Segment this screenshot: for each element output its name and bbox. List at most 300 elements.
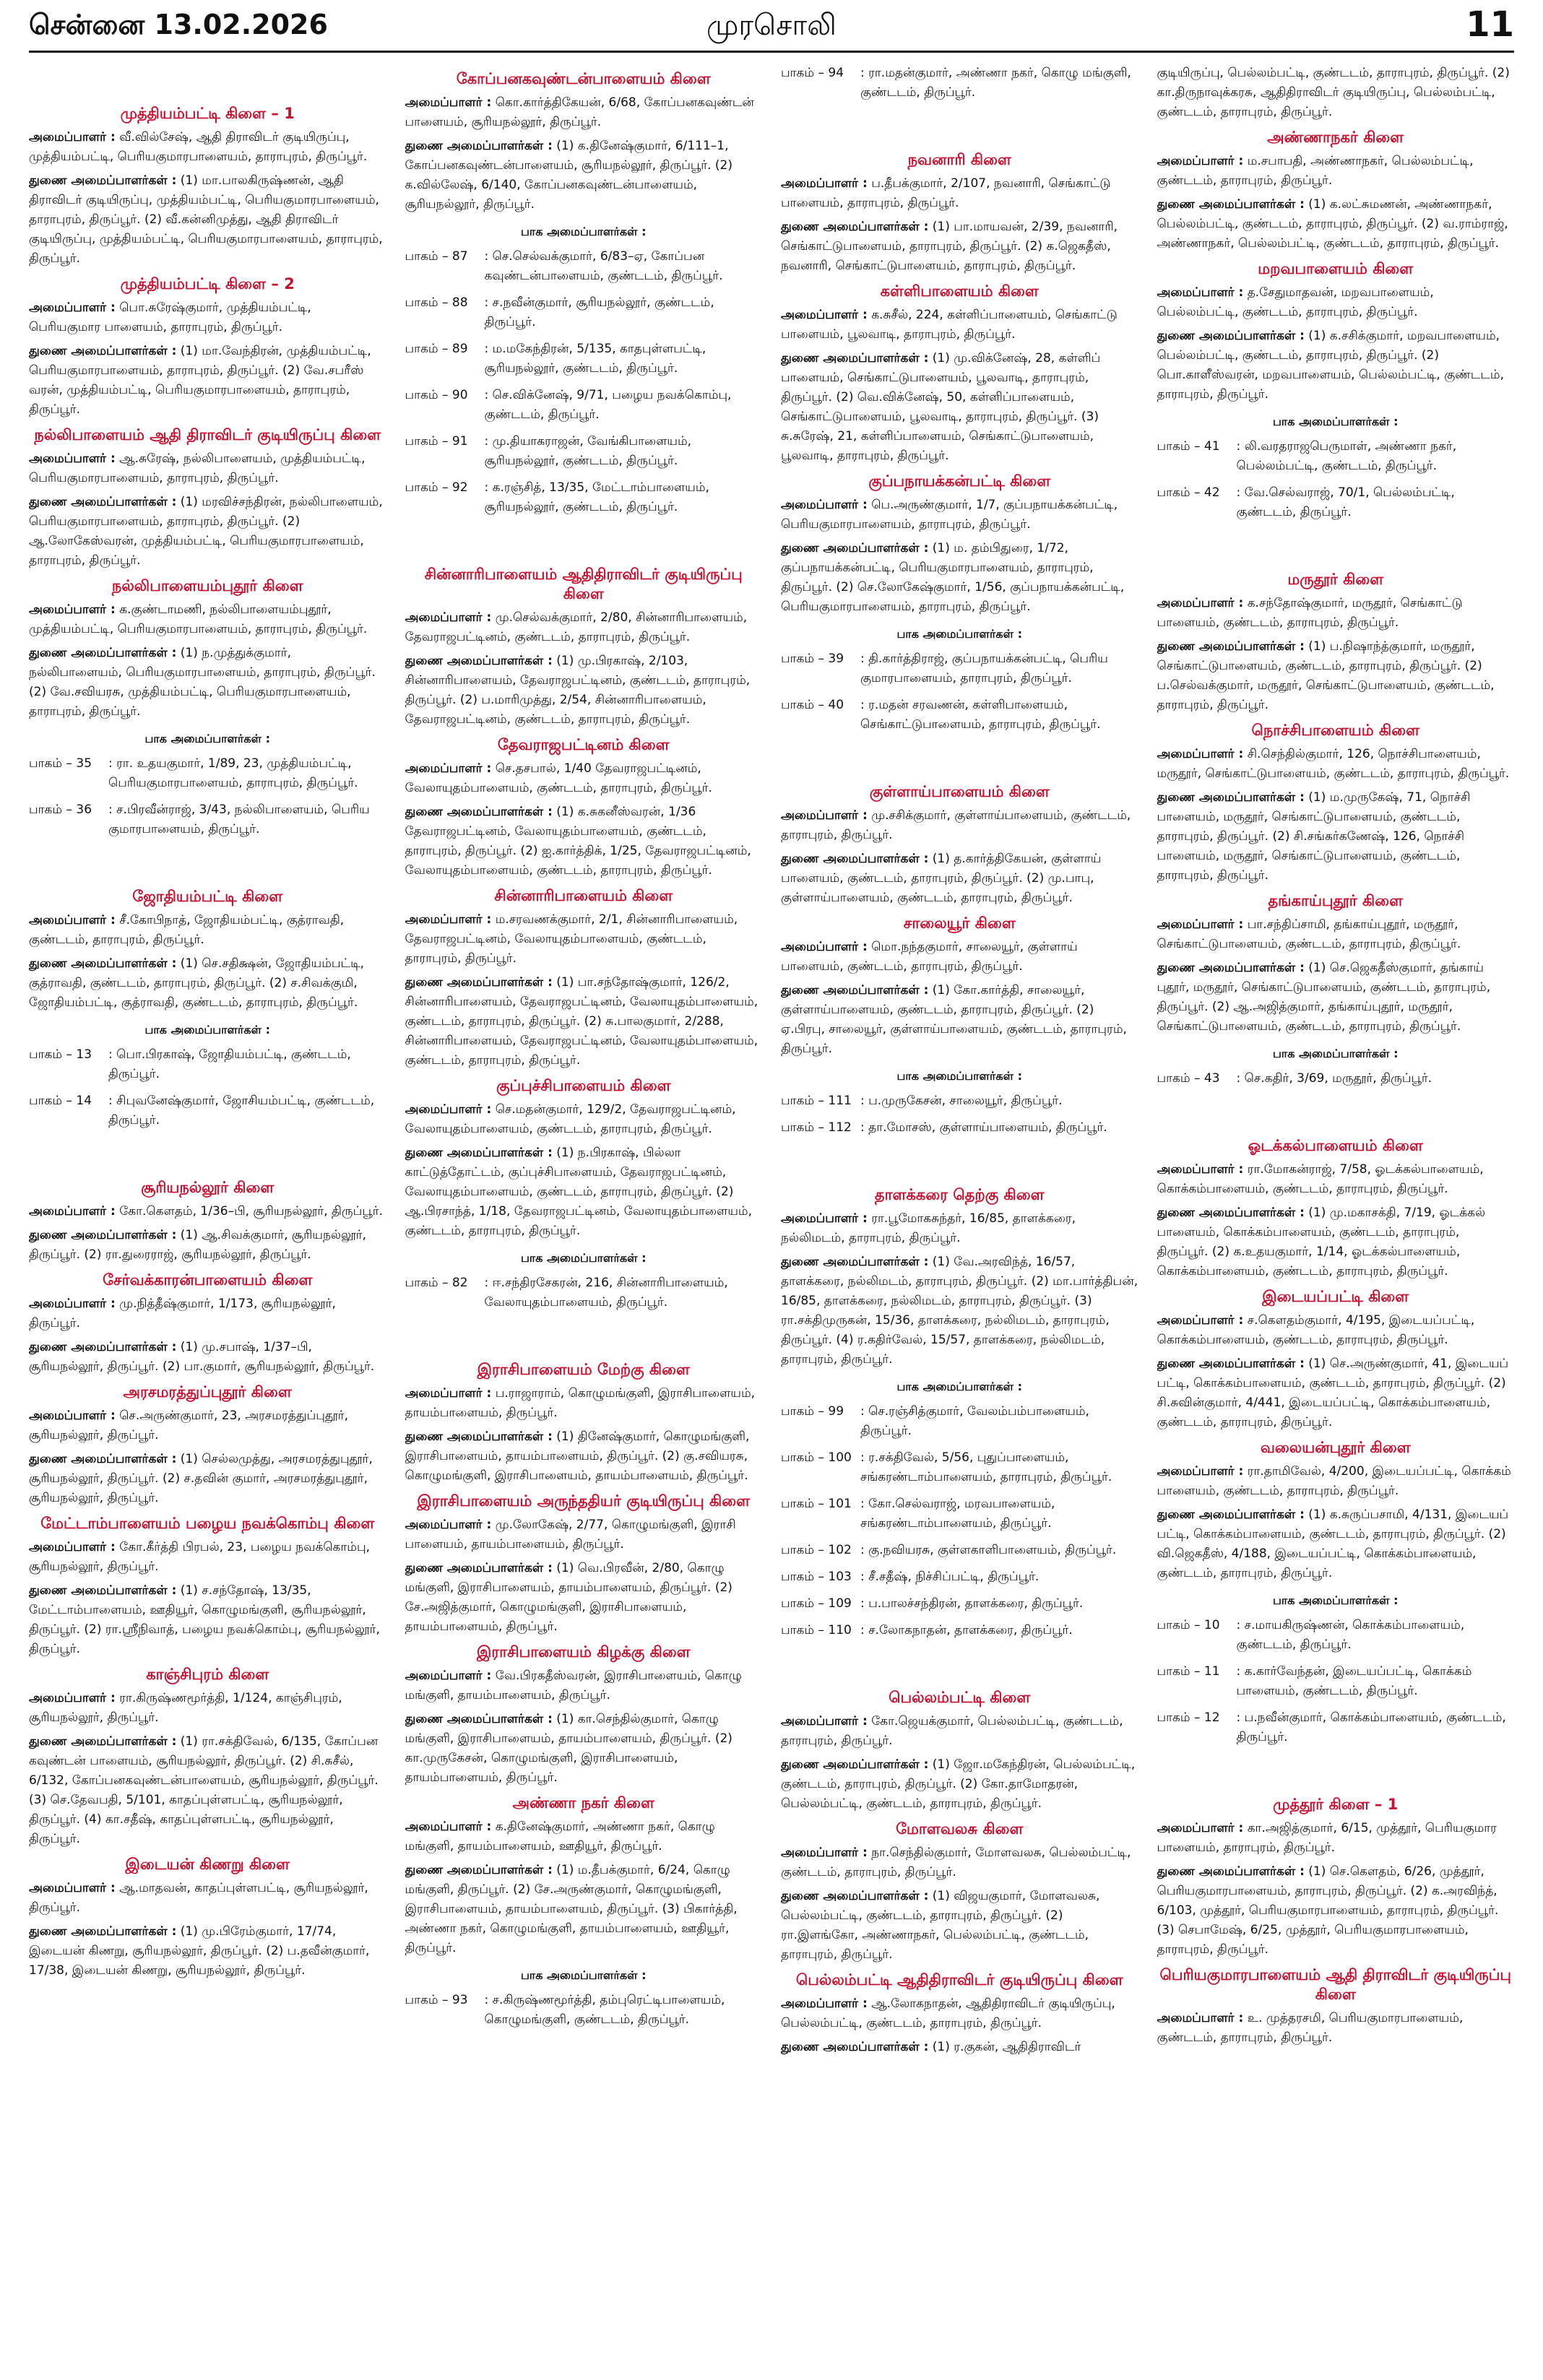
member-details: (1) ஆ.சிவக்குமார், சூரியநல்லூர், திருப்பூர். (2) ரா.துரைராஜ், சூரியநல்லூர், திருப்பூர். xyxy=(29,1228,367,1262)
booth-number: பாகம் – 40 xyxy=(781,698,844,712)
role-label: அமைப்பாளர் : xyxy=(781,308,868,322)
booth-organizers-heading: பாக அமைப்பாளர்கள் : xyxy=(896,1380,1022,1393)
role-label: துணை அமைப்பாளர்கள் : xyxy=(405,1561,553,1575)
member-details: (1) கா.செந்தில்குமார், கொழு மங்குளி, இராசிபாளையம், தாயம்பாளையம், திருப்பூர். (2) கா.முருகேசன், கொழுமங்குளி, இராசிபாளையம், தாயம்பாளையம், திருப்பூர். xyxy=(405,1712,732,1785)
branch-heading: சூரியநல்லூர் கிளை xyxy=(141,1179,275,1196)
deputy-organizers-entry xyxy=(29,171,386,269)
member-details: உ. முத்தரசமி, பெரியகுமாரபாளையம், குண்டடம், தாராபுரம், திருப்பூர். xyxy=(1157,2011,1464,2045)
organizer-entry xyxy=(405,759,763,798)
organizer-entry xyxy=(1157,1819,1515,1858)
booth-number: பாகம் – 110 xyxy=(781,1623,852,1637)
member-details: (1) மரவிச்சந்திரன், நல்லிபாளையம், பெரியகுமாரபாளையம், தாராபுரம், திருப்பூர். (2) ஆ.லோகேஸ்வரன், முத்தியம்பட்டி, பெரியகுமாரபாளையம், தாராபுரம், திருப்பூர். xyxy=(29,495,383,568)
deputy-organizers-entry xyxy=(781,981,1138,1059)
booth-number: பாகம் – 89 xyxy=(405,342,468,356)
branch-heading: ஓடக்கல்பாளையம் கிளை xyxy=(1248,1137,1423,1154)
deputy-organizers-entry xyxy=(405,1143,763,1241)
booth-entry xyxy=(781,1448,1138,1487)
role-label: அமைப்பாளர் : xyxy=(405,912,492,927)
booth-organizers-heading: பாக அமைப்பாளர்கள் : xyxy=(144,732,270,745)
booth-number: பாகம் – 102 xyxy=(781,1543,852,1557)
member-details: கா.அஜித்குமார், 6/15, முத்தூர், பெரியகுமார பாளையம், தாராபுரம், திருப்பூர். xyxy=(1157,1821,1497,1855)
deputy-organizers-entry xyxy=(29,1922,386,1981)
booth-member-details: : பொ.பிரகாஷ், ஜோதியம்பட்டி, குண்டடம், திருப்பூர். xyxy=(108,1047,351,1081)
role-label: துணை அமைப்பாளர்கள் : xyxy=(29,495,177,509)
member-details: (1) செ.அருண்குமார், 41, இடையப் பட்டி, கொக்கம்பாளையம், குண்டடம், தாராபுரம், திருப்பூர். (2) சி.சுவின்குமார், 4/441, இடையப்பட்டி, கொக்கம்பாளையம், குண்டடம், தாராபுரம், திருப்பூர். xyxy=(1157,1356,1509,1429)
member-details: (1) மா.பாலகிருஷ்ணன், ஆதி திராவிடர் குடியிருப்பு, முத்தியம்பட்டி, பெரியகுமாரபாளையம், தாராபுரம், திருப்பூர். (2) வீ.கன்னிமுத்து, ஆதி திராவிடர் குடியிருப்பு, முத்தியம்பட்டி, பெரியகுமாரபாளையம், தாராபுரம், திருப்பூர். xyxy=(29,173,383,266)
booth-number: பாகம் – 109 xyxy=(781,1596,852,1611)
booth-member-details: : ச.மாயகிருஷ்ணன், கொக்கம்பாளையம், குண்டடம், திருப்பூர். xyxy=(1236,1618,1465,1652)
organizer-entry xyxy=(405,1100,763,1139)
member-details: (1) மு.பிரேம்குமார், 17/74, இடையன் கிணறு, சூரியநல்லூர், திருப்பூர். (2) ப.தவீன்குமார், 17/38, இடையன் கிணறு, சூரியநல்லூர், திருப்பூர். xyxy=(29,1924,370,1978)
booth-number: பாகம் – 88 xyxy=(405,295,468,310)
role-label: அமைப்பாளர் : xyxy=(1157,1464,1244,1479)
booth-entry xyxy=(405,339,763,378)
booth-entry xyxy=(1157,483,1515,522)
role-label: அமைப்பாளர் : xyxy=(1157,1162,1244,1177)
member-details: க.குண்டாமணி, நல்லிபாளையம்புதூர், முத்தியம்பட்டி, பெரியகுமாரபாளையம், தாராபுரம், திருப்பூர். xyxy=(29,602,368,636)
organizer-entry xyxy=(29,1538,386,1577)
organizer-entry xyxy=(1157,745,1515,784)
role-label: துணை அமைப்பாளர்கள் : xyxy=(29,646,177,660)
organizer-entry xyxy=(405,1384,763,1423)
booth-number: பாகம் – 93 xyxy=(405,1993,468,2007)
role-label: துணை அமைப்பாளர்கள் : xyxy=(405,975,553,990)
member-details: பெ.அருண்குமார், 1/7, குப்பநாயக்கன்பட்டி, பெரியகுமாரபாளையம், தாராபுரம், திருப்பூர். xyxy=(781,498,1118,532)
member-details: (1) ம. தம்பிதுரை, 1/72, குப்பநாயக்கன்பட்டி, பெரியகுமாரபாளையம், தாராபுரம், திருப்பூர். (2) செ.லோகேஷ்குமார், 1/56, குப்பநாயக்கன்பட்டி, பெரியகுமாரபாளையம், தாராபுரம், திருப்பூர். xyxy=(781,541,1125,614)
deputy-organizers-entry xyxy=(29,1338,386,1377)
role-label: துணை அமைப்பாளர்கள் : xyxy=(1157,1356,1305,1371)
member-details: (1) மு.சபாஷ், 1/37–பி, சூரியநல்லூர், திருப்பூர். (2) பா.குமார், சூரியநல்லூர், திருப்பூர். xyxy=(29,1340,375,1374)
booth-entry xyxy=(781,649,1138,688)
role-label: துணை அமைப்பாளர்கள் : xyxy=(781,1757,929,1772)
member-details: (1) த.கார்த்திகேயன், குள்ளாய் பாளையம், குண்டடம், தாராபுரம், திருப்பூர். (2) மு.பாபு, குள்ளாய்பாளையம், குண்டடம், தாராபுரம், திருப்பூர். xyxy=(781,852,1102,905)
member-details: (1) ஜோ.மகேந்திரன், பெல்லம்பட்டி, குண்டடம், தாராபுரம், திருப்பூர். (2) கோ.தாமோதரன், பெல்லம்பட்டி, குண்டடம், தாராபுரம், திருப்பூர். xyxy=(781,1757,1136,1811)
branch-heading: சேர்வக்காரன்பாளையம் கிளை xyxy=(103,1271,313,1289)
role-label: துணை அமைப்பாளர்கள் : xyxy=(29,1583,177,1598)
branch-heading: முத்தியம்பட்டி கிளை – 2 xyxy=(120,275,295,293)
member-details: ச.கௌதம்குமார், 4/195, இடையப்பட்டி, கொக்கம்பாளையம், குண்டடம், தாராபுரம், திருப்பூர். xyxy=(1157,1313,1475,1347)
member-details: (1) வெ.பிரவீன், 2/80, கொழு மங்குளி, இராசிபாளையம், தாயம்பாளையம், திருப்பூர். (2) சே.அஜித்குமார், கொழுமங்குளி, இராசிபாளையம், தாயம்பாளையம், திருப்பூர். xyxy=(405,1561,732,1634)
role-label: அமைப்பாளர் : xyxy=(29,602,116,617)
booth-entry xyxy=(1157,1069,1515,1089)
role-label: அமைப்பாளர் : xyxy=(29,1881,116,1895)
role-label: துணை அமைப்பாளர்கள் : xyxy=(405,1863,553,1877)
member-details: ரா.கிருஷ்ணமூர்த்தி, 1/124, காஞ்சிபுரம், சூரியநல்லூர், திருப்பூர். xyxy=(29,1691,342,1725)
booth-entry xyxy=(781,1621,1138,1640)
booth-number: பாகம் – 101 xyxy=(781,1497,852,1511)
branch-heading: நல்லிபாளையம் ஆதி திராவிடர் குடியிருப்பு கிளை xyxy=(34,426,381,443)
deputy-organizers-entry xyxy=(1157,1505,1515,1583)
member-details: (1) தினேஷ்குமார், கொழுமங்குளி, இராசிபாளையம், தாயம்பாளையம், திருப்பூர். (2) கு.சவியரசு, கொழுமங்குளி, இராசிபாளையம், தாயம்பாளையம், திருப்பூர். xyxy=(405,1429,750,1483)
member-details: (1) செ.ஜெகதீஸ்குமார், தங்காய் புதூர், மருதூர், செங்காட்டுபாளையம், குண்டடம், தாராபுரம், திருப்பூர். (2) ஆ.அஜித்குமார், தங்காய்புதூர், மருதூர், செங்காட்டுபாளையம், குண்டடம், தாராபுரம், திருப்பூர். xyxy=(1157,961,1491,1034)
branch-heading: சின்னாரிபாளையம் கிளை xyxy=(494,887,673,904)
role-label: துணை அமைப்பாளர்கள் : xyxy=(29,1734,177,1749)
deputy-organizers-entry xyxy=(405,1710,763,1788)
branch-heading: வலையன்புதூர் கிளை xyxy=(1260,1439,1411,1456)
member-details: (1) மா.வேந்திரன், முத்தியம்பட்டி, பெரியகுமாரபாளையம், தாராபுரம், திருப்பூர். (2) வே.சபரீஸ் வரன், முத்தியம்பட்டி, பெரியகுமாரபாளையம், தாராபுரம், திருப்பூர். xyxy=(29,344,371,417)
booth-entry xyxy=(405,1273,763,1312)
masthead xyxy=(29,0,1514,53)
deputy-organizers-entry xyxy=(781,849,1138,908)
deputy-organizers-entry xyxy=(781,217,1138,276)
member-details: மு.செல்வக்குமார், 2/80, சின்னாரிபாளையம், தேவராஜபட்டினம், குண்டடம், தாராபுரம், திருப்பூர். xyxy=(405,610,748,644)
organizer-entry xyxy=(781,174,1138,213)
role-label: அமைப்பாளர் : xyxy=(405,95,492,110)
member-details: வே.பிரகதீஸ்வரன், இராசிபாளையம், கொழு மங்குளி, தாயம்பாளையம், திருப்பூர். xyxy=(405,1669,742,1702)
booth-member-details: : ரா.மதன்குமார், அண்ணா நகர், கொழு மங்குளி, குண்டடம், திருப்பூர். xyxy=(860,66,1131,100)
spacer xyxy=(781,110,1138,144)
role-label: துணை அமைப்பாளர்கள் : xyxy=(1157,197,1305,212)
spacer xyxy=(405,1320,763,1354)
member-details: (1) ரா.சக்திவேல், 6/135, கோப்பன கவுண்டன் பாளையம், சூரியநல்லூர், திருப்பூர். (2) சி.சுசீல், 6/132, கோப்பனகவுண்டன்பாளையம், சூரியநல்லூர், திருப்பூர். (3) செ.தேவபதி, 5/101, காதப்புள்ளபட்டி, சூரியநல்லூர், திருப்பூர். (4) கா.சதீஷ், காதப்புள்ளபட்டி, சூரியநல்லூர், திருப்பூர். xyxy=(29,1734,379,1846)
organizer-entry xyxy=(781,1994,1138,2033)
deputy-organizers-entry xyxy=(781,1887,1138,1965)
role-label: அமைப்பாளர் : xyxy=(1157,1313,1244,1328)
role-label: துணை அமைப்பாளர்கள் : xyxy=(29,1452,177,1466)
booth-entry xyxy=(29,1091,386,1130)
member-details: கோ.கீர்த்தி பிரபல், 23, பழைய நவக்கொம்பு, சூரியநல்லூர், திருப்பூர். xyxy=(29,1540,371,1574)
role-label: துணை அமைப்பாளர்கள் : xyxy=(405,805,553,819)
member-details: (1) ர.குகன், ஆதிதிராவிடர் xyxy=(932,2040,1081,2054)
organizer-entry xyxy=(29,1202,386,1221)
role-label: அமைப்பாளர் : xyxy=(1157,596,1244,610)
member-details: ரா.பூமோகசுந்தர், 16/85, தாளக்கரை, நல்லிமடம், தாராபுரம், திருப்பூர். xyxy=(781,1211,1076,1245)
organizer-entry xyxy=(1157,1160,1515,1199)
booth-entry xyxy=(781,696,1138,735)
page-number: 11 xyxy=(1466,4,1514,45)
member-details: (1) மு.விக்னேஷ், 28, கள்ளிப் பாளையம், செங்காட்டுபாளையம், பூலவாடி, தாராபுரம், திருப்பூர். (2) வெ.விக்னேஷ், 50, கள்ளிப்பாளையம், செங்காட்டுபாளையம், பூலவாடி, தாராபுரம், திருப்பூர். (3) சு.சுரேஷ், 21, கள்ளிப்பாளையம், செங்காட்டுபாளையம், பூலவாடி, தாராபுரம், திருப்பூர். xyxy=(781,351,1101,463)
member-details: ப.தீபக்குமார், 2/107, நவனாரி, செங்காட்டு பாளையம், தாராபுரம், திருப்பூர். xyxy=(781,176,1111,210)
spacer xyxy=(781,742,1138,776)
role-label: அமைப்பாளர் : xyxy=(781,808,868,823)
booth-member-details: : ர.மதன் சரவணன், கள்ளிபாளையம், செங்காட்டுபாளையம், தாராபுரம், திருப்பூர். xyxy=(860,698,1101,732)
role-label: அமைப்பாளர் : xyxy=(1157,1821,1244,1835)
organizer-entry xyxy=(1157,1462,1515,1501)
deputy-organizers-entry xyxy=(781,539,1138,617)
column-2 xyxy=(405,64,763,2371)
deputy-organizers-entry xyxy=(405,137,763,215)
role-label: துணை அமைப்பாளர்கள் : xyxy=(29,1924,177,1939)
branch-heading: தாளக்கரை தெற்கு கிளை xyxy=(874,1186,1045,1203)
role-label: துணை அமைப்பாளர்கள் : xyxy=(29,344,177,358)
member-details: பொ.சுரேஷ்குமார், முத்தியம்பட்டி, பெரியகுமார பாளையம், தாராபுரம், திருப்பூர். xyxy=(29,300,311,334)
member-details: (1) ம.முருகேஷ், 71, நொச்சி பாளையம், மருதூர், செங்காட்டுபாளையம், குண்டடம், தாராபுரம், திருப்பூர். (2) சி.சங்கர்கணேஷ், 126, நொச்சி பாளையம், மருதூர், செங்காட்டுபாளையம், குண்டடம், தாராபுரம், திருப்பூர். xyxy=(1157,790,1471,883)
branch-heading: பெரியகுமாரபாளையம் ஆதி திராவிடர் குடியிருப்பு கிளை xyxy=(1159,1966,1511,2003)
spacer xyxy=(29,64,386,98)
deputy-organizers-entry xyxy=(781,349,1138,466)
member-details: கோ.கௌதம், 1/36–பி, சூரியநல்லூர், திருப்பூர். xyxy=(119,1204,383,1219)
role-label: துணை அமைப்பாளர்கள் : xyxy=(29,173,177,188)
deputy-organizers-entry xyxy=(29,1226,386,1265)
organizer-entry xyxy=(29,128,386,167)
booth-entry xyxy=(781,1118,1138,1138)
role-label: துணை அமைப்பாளர்கள் : xyxy=(405,139,553,153)
booth-member-details: : ச.பிரவீன்ராஜ், 3/43, நல்லிபாளையம், பெரிய குமாரபாளையம், திருப்பூர். xyxy=(108,802,370,836)
member-details: மொ.நந்தகுமார், சாலையூர், குள்ளாய் பாளையம், குண்டடம், தாராபுரம், திருப்பூர். xyxy=(781,940,1078,974)
deputy-organizers-entry xyxy=(405,1427,763,1486)
branch-heading: மோளவலசு கிளை xyxy=(896,1820,1024,1838)
role-label: அமைப்பாளர் : xyxy=(781,1211,868,1226)
spacer xyxy=(29,1138,386,1172)
role-label: அமைப்பாளர் : xyxy=(1157,285,1244,300)
branch-heading: தேவராஜபட்டினம் கிளை xyxy=(497,736,670,753)
branch-heading: ஜோதியம்பட்டி கிளை xyxy=(132,888,283,905)
role-label: துணை அமைப்பாளர்கள் : xyxy=(405,1429,553,1444)
branch-heading: முத்தூர் கிளை – 1 xyxy=(1273,1796,1399,1813)
organizer-entry xyxy=(1157,1311,1515,1350)
member-details: மு.லோகேஷ், 2/77, கொழுமங்குளி, இராசி பாளையம், தாயம்பாளையம், திருப்பூர். xyxy=(405,1518,736,1552)
role-label: அமைப்பாளர் : xyxy=(29,1204,116,1219)
booth-member-details: : ச.கிருஷ்ணமூர்த்தி, தம்புரெட்டிபாளையம், கொழுமங்குளி, குண்டடம், திருப்பூர். xyxy=(484,1993,725,2027)
member-details: சீ.கோபிநாத், ஜோதியம்பட்டி, குத்ராவதி, குண்டடம், தாராபுரம், திருப்பூர். xyxy=(29,913,345,947)
branch-heading: கோப்பனகவுண்டன்பாளையம் கிளை xyxy=(456,70,711,87)
organizer-entry xyxy=(29,298,386,337)
booth-member-details: : மு.தியாகராஜன், வேங்கிபாளையம், சூரியநல்லூர், குண்டடம், திருப்பூர். xyxy=(484,434,692,468)
member-details: (1) க.லட்சுமணன், அண்ணாநகர், பெல்லம்பட்டி, குண்டடம், தாராபுரம், திருப்பூர். (2) வ.ராம்ராஜ், அண்ணாநகர், பெல்லம்பட்டி, குண்டடம், தாராபுரம், திருப்பூர். xyxy=(1157,197,1508,251)
role-label: அமைப்பாளர் : xyxy=(1157,2011,1244,2025)
role-label: அமைப்பாளர் : xyxy=(405,761,492,776)
member-details: (1) மு.பிரகாஷ், 2/103, சின்னாரிபாளையம், தேவராஜபட்டினம், குண்டடம், தாராபுரம், திருப்பூர். (2) ப.மாரிமுத்து, 2/54, சின்னாரிபாளையம், தேவராஜபட்டினம், குண்டடம், தாராபுரம், திருப்பூர். xyxy=(405,654,751,727)
role-label: அமைப்பாளர் : xyxy=(405,1518,492,1532)
organizer-entry xyxy=(1157,594,1515,633)
booth-organizers-heading: பாக அமைப்பாளர்கள் : xyxy=(896,627,1022,641)
deputy-organizers-entry xyxy=(1157,637,1515,715)
organizer-entry xyxy=(29,1879,386,1918)
booth-entry xyxy=(405,432,763,471)
role-label: அமைப்பாளர் : xyxy=(781,1845,868,1860)
spacer xyxy=(781,1648,1138,1682)
issue-city-date: சென்னை 13.02.2026 xyxy=(29,9,328,40)
member-details: (1) க.தினேஷ்குமார், 6/111–1, கோப்பனகவுண்டன்பாளையம், சூரியநல்லூர், திருப்பூர். (2) க.வில்லேஷ், 6/140, கோப்பனகவுண்டன்பாளையம், சூரியநல்லூர், திருப்பூர். xyxy=(405,139,732,212)
deputy-organizers-entry xyxy=(405,1861,763,1958)
deputy-organizers-entry xyxy=(29,954,386,1013)
member-details: (1) க.சுகனீஸ்வரன், 1/36 தேவராஜபட்டினம், வேலாயுதம்பாளையம், குண்டடம், தாராபுரம், திருப்பூர். (2) ஐ.கார்த்திக், 1/25, தேவராஜபட்டினம், வேலாயுதம்பாளையம், குண்டடம், தாராபுரம், திருப்பூர். xyxy=(405,805,751,878)
role-label: துணை அமைப்பாளர்கள் : xyxy=(1157,961,1305,975)
deputy-organizers-entry xyxy=(405,652,763,730)
branch-heading: காஞ்சிபுரம் கிளை xyxy=(146,1666,269,1683)
member-details: (1) ந.முத்துக்குமார், நல்லிபாளையம், பெரியகுமாரபாளையம், தாராபுரம், திருப்பூர். (2) வே.சவியரசு, முத்தியம்பட்டி, பெரியகுமாரபாளையம், தாராபுரம், திருப்பூர். xyxy=(29,646,376,719)
spacer xyxy=(1157,1754,1515,1789)
booth-entry xyxy=(1157,1616,1515,1655)
member-details: பா.சந்திப்சாமி, தங்காய்புதூர், மருதூர், செங்காட்டுபாளையம், குண்டடம், தாராபுரம், திருப்பூர். xyxy=(1157,917,1461,951)
booth-member-details: : ச.நவீன்குமார், சூரியநல்லூர், குண்டடம், திருப்பூர். xyxy=(484,295,714,329)
branch-heading: நல்லிபாளையம்புதூர் கிளை xyxy=(111,577,303,594)
deputy-organizers-entry xyxy=(1157,788,1515,886)
booth-entry xyxy=(29,800,386,839)
member-details: ஆ.சுரேஷ், நல்லிபாளையம், முத்தியம்பட்டி, பெரியகுமாரபாளையம், தாராபுரம், திருப்பூர். xyxy=(29,451,366,485)
booth-organizers-heading: பாக அமைப்பாளர்கள் : xyxy=(144,1023,270,1037)
spacer xyxy=(405,524,763,559)
member-details: க.சுசீல், 224, கள்ளிப்பாளையம், செங்காட்டு பாளையம், பூலவாடி, தாராபுரம், திருப்பூர். xyxy=(781,308,1118,342)
booth-entry xyxy=(405,293,763,332)
booth-member-details: : தா.மோசஸ், குள்ளாய்பாளையம், திருப்பூர். xyxy=(860,1120,1107,1135)
role-label: அமைப்பாளர் : xyxy=(29,1691,116,1705)
deputy-organizers-entry xyxy=(29,1450,386,1508)
booth-entry xyxy=(1157,437,1515,476)
deputy-organizers-entry xyxy=(405,802,763,880)
member-details: (1) மு.மகாசக்தி, 7/19, ஓடக்கல் பாளையம், கொக்கம்பாளையம், குண்டடம், தாராபுரம், திருப்பூர். (2) க.உதயகுமார், 1/14, ஓடக்கல்பாளையம், கொக்கம்பாளையம், குண்டடம், தாராபுரம், திருப்பூர். xyxy=(1157,1206,1486,1278)
booth-organizers-heading: பாக அமைப்பாளர்கள் : xyxy=(896,1069,1022,1083)
column-1 xyxy=(29,64,386,2371)
booth-member-details: : ஈ.சந்திரசேகரன், 216, சின்னாரிபாளையம், வேலாயுதம்பாளையம், திருப்பூர். xyxy=(484,1276,728,1310)
member-details: (1) ப.நிஷாந்த்குமார், மருதூர், செங்காட்டுபாளையம், குண்டடம், தாராபுரம், திருப்பூர். (2) ப.செல்வக்குமார், மருதூர், செங்காட்டுபாளையம், குண்டடம், தாராபுரம், திருப்பூர். xyxy=(1157,639,1495,712)
booth-organizers-heading: பாக அமைப்பாளர்கள் : xyxy=(521,1251,647,1265)
role-label: துணை அமைப்பாளர்கள் : xyxy=(1157,790,1305,805)
booth-entry xyxy=(405,386,763,425)
member-details: (1) விஜயகுமார், மோளவலசு, பெல்லம்பட்டி, குண்டடம், தாராபுரம், திருப்பூர். (2) ரா.இளங்கோ, அண்ணாநகர், பெல்லம்பட்டி, குண்டடம், தாராபுரம், திருப்பூர். xyxy=(781,1889,1100,1962)
branch-heading: மறவபாளையம் கிளை xyxy=(1258,260,1414,277)
branch-heading: மேட்டாம்பாளையம் பழைய நவக்கொம்பு கிளை xyxy=(40,1515,375,1532)
role-label: அமைப்பாளர் : xyxy=(29,130,116,144)
branch-heading: அரசமரத்துப்புதூர் கிளை xyxy=(123,1383,292,1401)
deputy-organizers-entry xyxy=(781,1252,1138,1369)
spacer xyxy=(1157,1096,1515,1130)
booth-organizers-heading: பாக அமைப்பாளர்கள் : xyxy=(1273,1047,1399,1060)
deputy-organizers-entry xyxy=(29,493,386,571)
booth-entry xyxy=(405,247,763,286)
booth-number: பாகம் – 10 xyxy=(1157,1618,1220,1632)
member-details: கொ.கார்த்திகேயன், 6/68, கோப்பனகவுண்டன் பாளையம், சூரியநல்லூர், திருப்பூர். xyxy=(405,95,754,129)
role-label: அமைப்பாளர் : xyxy=(29,300,116,315)
member-details: (1) வே.அரவிந்த், 16/57, தாளக்கரை, நல்லிமடம், தாராபுரம், திருப்பூர். (2) மா.பார்த்திபன், 16/85, தாளக்கரை, நல்லிமடம், தாராபுரம், திருப்பூர். (3) ரா.சக்திமுருகன், 15/36, தாளக்கரை, நல்லிமடம், தாராபுரம், திருப்பூர். (4) ர.கதிர்வேல், 15/57, தாளக்கரை, நல்லிமடம், தாராபுரம், திருப்பூர். xyxy=(781,1255,1138,1367)
member-details: செ.அருண்குமார், 23, அரசமரத்துப்புதூர், சூரியநல்லூர், திருப்பூர். xyxy=(29,1408,349,1442)
column-3 xyxy=(781,64,1138,2371)
role-label: துணை அமைப்பாளர்கள் : xyxy=(1157,1864,1305,1879)
role-label: அமைப்பாளர் : xyxy=(1157,917,1244,932)
role-label: அமைப்பாளர் : xyxy=(781,940,868,954)
booth-member-details: : கு.நவியரசு, குள்ளகாளிபாளையம், திருப்பூர். xyxy=(860,1543,1117,1557)
branch-heading: கள்ளிபாளையம் கிளை xyxy=(880,282,1039,300)
booth-number: பாகம் – 100 xyxy=(781,1450,852,1465)
role-label: துணை அமைப்பாளர்கள் : xyxy=(781,541,929,555)
booth-member-details: : லி.வரதராஜபெருமாள், அண்ணா நகர், பெல்லம்பட்டி, குண்டடம், திருப்பூர். xyxy=(1236,439,1457,473)
organizer-entry xyxy=(405,1817,763,1856)
booth-organizers-heading: பாக அமைப்பாளர்கள் : xyxy=(1273,1593,1399,1607)
branch-heading: அண்ணாநகர் கிளை xyxy=(1267,129,1404,146)
booth-entry xyxy=(781,1541,1138,1560)
deputy-organizers-entry xyxy=(781,2038,1138,2057)
booth-entry xyxy=(405,1991,763,2030)
continued-text: குடியிருப்பு, பெல்லம்பட்டி, குண்டடம், தாராபுரம், திருப்பூர். (2) கா.திருநாவுக்கரசு, ஆதிதிராவிடர் குடியிருப்பு, பெல்லம்பட்டி, குண்டடம், தாராபுரம், திருப்பூர். xyxy=(1157,66,1510,119)
member-details: (1) பா.சந்தோஷ்குமார், 126/2, சின்னாரிபாளையம், தேவராஜபட்டினம், வேலாயுதம்பாளையம், குண்டடம், தாராபுரம், திருப்பூர். (2) சு.பாலகுமார், 2/288, சின்னாரிபாளையம், தேவராஜபட்டினம், வேலாயுதம்பாளையம், குண்டடம், தாராபுரம், திருப்பூர். xyxy=(405,975,758,1068)
organizer-entry xyxy=(781,806,1138,845)
booth-member-details: : கோ.செல்வராஜ், மரவபாளையம், சங்கரண்டாம்பாளையம், திருப்பூர். xyxy=(860,1497,1055,1531)
role-label: துணை அமைப்பாளர்கள் : xyxy=(781,1889,929,1903)
booth-number: பாகம் – 12 xyxy=(1157,1710,1220,1725)
role-label: அமைப்பாளர் : xyxy=(29,451,116,466)
role-label: துணை அமைப்பாளர்கள் : xyxy=(29,1340,177,1354)
organizer-entry xyxy=(405,1666,763,1705)
organizer-entry xyxy=(1157,915,1515,954)
booth-number: பாகம் – 92 xyxy=(405,480,468,495)
booth-entry xyxy=(405,478,763,517)
booth-number: பாகம் – 14 xyxy=(29,1094,92,1108)
booth-member-details: : ரா. உதயகுமார், 1/89, 23, முத்தியம்பட்டி, பெரியகுமாரபாளையம், தாராபுரம், திருப்பூர். xyxy=(108,756,358,790)
booth-number: பாகம் – 42 xyxy=(1157,485,1220,500)
organizer-entry xyxy=(781,306,1138,345)
column-4 xyxy=(1157,64,1515,2371)
booth-member-details: : க.கார்வேந்தன், இடையப்பட்டி, கொக்கம் பாளையம், குண்டடம், திருப்பூர். xyxy=(1236,1664,1472,1698)
organizer-entry xyxy=(405,93,763,132)
organizer-entry xyxy=(405,1515,763,1554)
booth-member-details: : ப.முருகேசன், சாலையூர், திருப்பூர். xyxy=(860,1094,1063,1108)
booth-number: பாகம் – 43 xyxy=(1157,1071,1220,1086)
booth-number: பாகம் – 87 xyxy=(405,249,468,264)
booth-member-details: : தி.கார்த்திராஜ், குப்பநாயக்கன்பட்டி, பெரிய குமாரபாளையம், தாராபுரம், திருப்பூர். xyxy=(860,652,1108,685)
deputy-organizers-entry xyxy=(29,644,386,722)
booth-entry xyxy=(1157,1708,1515,1747)
member-details: (1) ந.பிரகாஷ், பில்லா காட்டுத்தோட்டம், குப்புச்சிபாளையம், தேவராஜபட்டினம், வேலாயுதம்பாளையம், குண்டடம், தாராபுரம், திருப்பூர். (2) ஆ.பிரசாந்த், 1/18, தேவராஜபட்டினம், வேலாயுதம்பாளையம், குண்டடம், தாராபுரம், திருப்பூர். xyxy=(405,1146,752,1238)
role-label: துணை அமைப்பாளர்கள் : xyxy=(405,654,553,668)
booth-entry xyxy=(781,1594,1138,1614)
branch-heading: மருதூர் கிளை xyxy=(1287,571,1384,588)
member-details: (1) கோ.கார்த்தி, சாலையூர், குள்ளாய்பாளையம், குண்டடம், தாராபுரம், திருப்பூர். (2) ஏ.பிரபு, சாலையூர், குள்ளாய்பாளையம், குண்டடம், தாராபுரம், திருப்பூர். xyxy=(781,983,1127,1056)
role-label: அமைப்பாளர் : xyxy=(781,1714,868,1728)
booth-member-details: : ச.லோகநாதன், தாளக்கரை, திருப்பூர். xyxy=(860,1623,1073,1637)
member-details: (1) க.சசிக்குமார், மறவபாளையம், பெல்லம்பட்டி, குண்டடம், தாராபுரம், திருப்பூர். (2) பொ.காளீஸ்வரன், மறவபாளையம், பெல்லம்பட்டி, குண்டடம், தாராபுரம், திருப்பூர். xyxy=(1157,329,1504,402)
member-details: ரா.மோகன்ராஜ், 7/58, ஓடக்கல்பாளையம், கொக்கம்பாளையம், குண்டடம், தாராபுரம், திருப்பூர். xyxy=(1157,1162,1484,1196)
role-label: துணை அமைப்பாளர்கள் : xyxy=(1157,639,1305,654)
organizer-entry xyxy=(29,1689,386,1728)
branch-heading: குப்பநாயக்கன்பட்டி கிளை xyxy=(868,472,1051,490)
role-label: அமைப்பாளர் : xyxy=(29,913,116,927)
newspaper-name: முரசொலி xyxy=(706,9,837,42)
member-details: (1) க.சுருப்பசாமி, 4/131, இடையப் பட்டி, கொக்கம்பாளையம், குண்டடம், தாராபுரம், திருப்பூர். (2) வி.ஜெகதீஸ், 4/188, இடையப்பட்டி, கொக்கம்பாளையம், குண்டடம், தாராபுரம், திருப்பூர். xyxy=(1157,1507,1509,1580)
role-label: துணை அமைப்பாளர்கள் : xyxy=(781,2040,929,2054)
booth-entry xyxy=(781,64,1138,103)
branch-heading: நொச்சிபாளையம் கிளை xyxy=(1251,722,1420,739)
member-details: மு.சசிக்குமார், குள்ளாய்பாளையம், குண்டடம், தாராபுரம், திருப்பூர். xyxy=(781,808,1131,842)
member-details: கோ.ஜெயக்குமார், பெல்லம்பட்டி, குண்டடம், தாராபுரம், திருப்பூர். xyxy=(781,1714,1123,1748)
organizer-entry xyxy=(781,1712,1138,1751)
role-label: துணை அமைப்பாளர்கள் : xyxy=(781,351,929,365)
role-label: அமைப்பாளர் : xyxy=(1157,747,1244,761)
member-details: (1) செ.கௌதம், 6/26, முத்தூர், பெரியகுமாரபாளையம், தாராபுரம், திருப்பூர். (2) க.அரவிந்த், 6/103, முத்தூர், பெரியகுமாரபாளையம், தாராபுரம், திருப்பூர். (3) செபாமேஷ், 6/25, முத்தூர், பெரியகுமாரபாளையம், தாராபுரம், திருப்பூர். xyxy=(1157,1864,1499,1957)
role-label: துணை அமைப்பாளர்கள் : xyxy=(405,1712,553,1726)
branch-heading: குப்புச்சிபாளையம் கிளை xyxy=(496,1077,671,1094)
booth-member-details: : செ.கதிர், 3/69, மருதூர், திருப்பூர். xyxy=(1236,1071,1432,1086)
role-label: துணை அமைப்பாளர்கள் : xyxy=(29,1228,177,1242)
role-label: அமைப்பாளர் : xyxy=(405,610,492,625)
booth-number: பாகம் – 35 xyxy=(29,756,92,771)
booth-number: பாகம் – 111 xyxy=(781,1094,852,1108)
member-details: வீ.வில்சேஷ், ஆதி திராவிடர் குடியிருப்பு, முத்தியம்பட்டி, பெரியகுமாரபாளையம், தாராபுரம், திருப்பூர். xyxy=(29,130,368,164)
booth-organizers-heading: பாக அமைப்பாளர்கள் : xyxy=(521,225,647,238)
branch-heading: சாலையூர் கிளை xyxy=(903,914,1016,932)
organizer-entry xyxy=(781,1209,1138,1248)
deputy-organizers-entry xyxy=(1157,1354,1515,1432)
spacer xyxy=(781,1145,1138,1180)
booth-number: பாகம் – 13 xyxy=(29,1047,92,1062)
member-details: ஆ.லோகநாதன், ஆதிதிராவிடர் குடியிருப்பு, பெல்லம்பட்டி, குண்டடம், தாராபுரம், திருப்பூர். xyxy=(781,1996,1115,2030)
branch-heading: பெல்லம்பட்டி ஆதிதிராவிடர் குடியிருப்பு கிளை xyxy=(795,1971,1123,1989)
booth-entry xyxy=(29,1045,386,1084)
branch-heading: முத்தியம்பட்டி கிளை – 1 xyxy=(120,105,295,122)
booth-number: பாகம் – 90 xyxy=(405,388,468,402)
booth-entry xyxy=(781,1494,1138,1533)
organizer-entry xyxy=(29,1406,386,1445)
deputy-organizers-entry xyxy=(781,1755,1138,1814)
role-label: அமைப்பாளர் : xyxy=(29,1408,116,1423)
role-label: துணை அமைப்பாளர்கள் : xyxy=(405,1146,553,1160)
deputy-organizers-entry xyxy=(29,1581,386,1659)
booth-member-details: : க.ரஞ்சித், 13/35, மேட்டாம்பாளையம், சூரியநல்லூர், குண்டடம், திருப்பூர். xyxy=(484,480,709,514)
booth-member-details: : ர.சக்திவேல், 5/56, புதுப்பாளையம், சங்கரண்டாம்பாளையம், தாராபுரம், திருப்பூர். xyxy=(860,1450,1112,1484)
branch-heading: இடையன் கிணறு கிளை xyxy=(125,1856,290,1873)
booth-number: பாகம் – 11 xyxy=(1157,1664,1220,1679)
role-label: அமைப்பாளர் : xyxy=(781,498,868,512)
booth-number: பாகம் – 36 xyxy=(29,802,92,817)
